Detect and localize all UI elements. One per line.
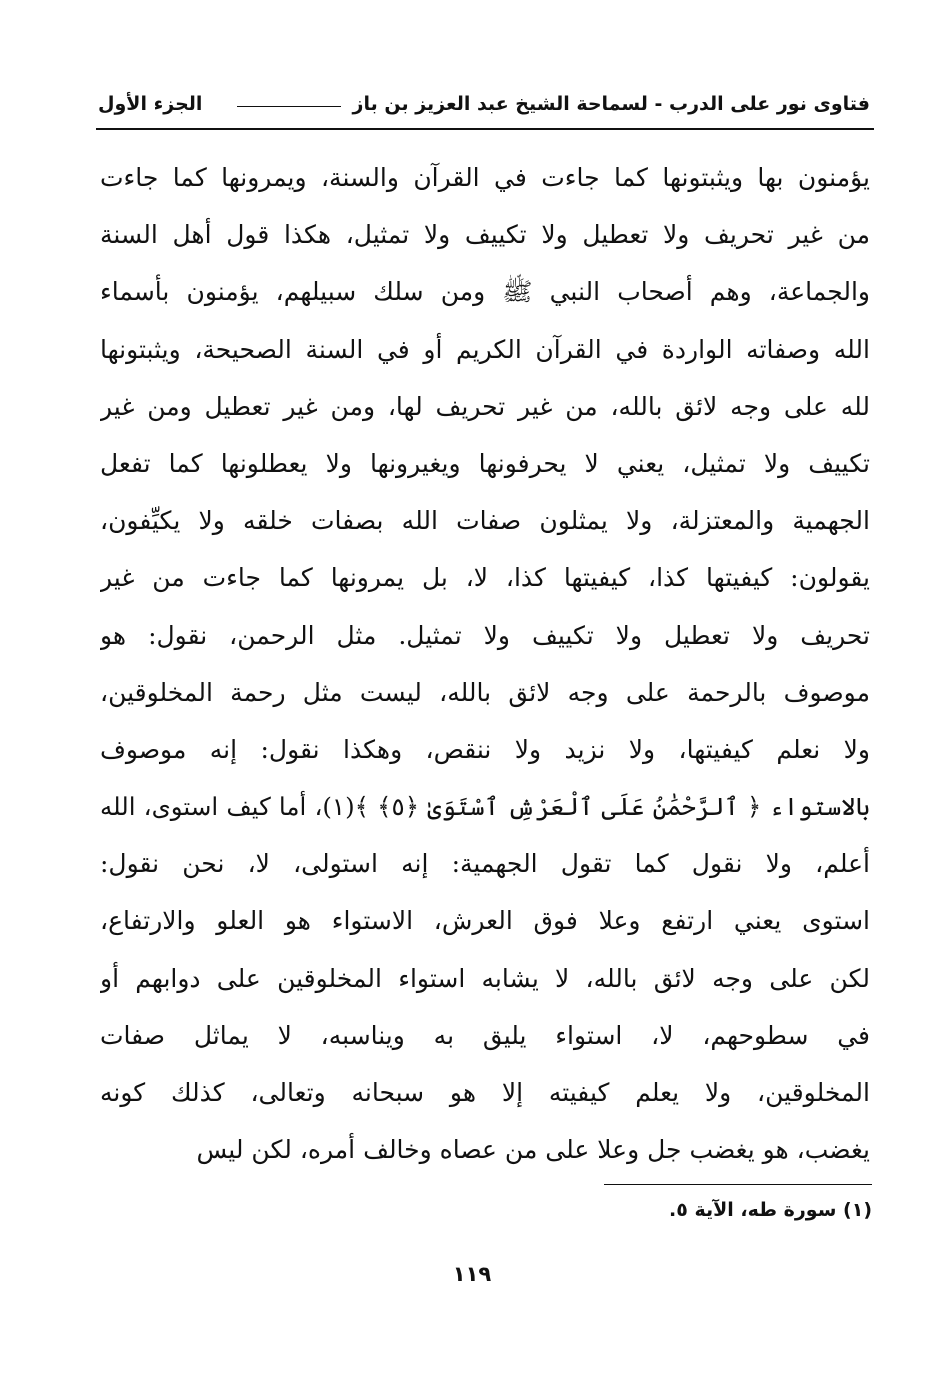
text-line: موصوف بالرحمة على وجه لائق بالله، ليست مثل رحمة المخلوقين، — [100, 677, 870, 707]
running-header-title: فتاوى نور على الدرب - لسماحة الشيخ عبد العزيز بن باز — [352, 93, 870, 115]
text-line: في سطوحهم، لا، استواء يليق به ويناسبه، لا يماثل صفات — [100, 1020, 870, 1050]
text-line: لكن على وجه لائق بالله، لا يشابه استواء المخلوقين على دوابهم أو — [100, 963, 870, 993]
body-text — [100, 149, 870, 1178]
footnote: (١) سورة طه، الآية ٥. — [669, 1199, 872, 1221]
running-header-part: الجزء الأول — [98, 93, 203, 115]
text-line: يؤمنون بها ويثبتونها كما جاءت في القرآن والسنة، ويمرونها كما جاءت — [100, 163, 870, 192]
text-line: بالاستواء ﴿ ٱلرَّحْمَٰنُ عَلَى ٱلْعَرْشِ ٱسْتَوَىٰ ﴿٥﴾ ﴾(١)، أما كيف استوى، الله — [100, 792, 870, 822]
running-header — [98, 86, 870, 122]
footnote-divider — [604, 1184, 872, 1185]
text-line: أعلم، ولا نقول كما تقول الجهمية: إنه استولى، لا، نحن نقول: — [100, 849, 870, 879]
text-line: الله وصفاته الواردة في القرآن الكريم أو في السنة الصحيحة، ويثبتونها — [100, 334, 870, 364]
text-line: لله على وجه لائق بالله، من غير تحريف لها، ومن غير تعطيل ومن غير — [100, 391, 870, 421]
text-line: من غير تحريف ولا تعطيل ولا تكييف ولا تمثيل، هكذا قول أهل السنة — [100, 220, 870, 250]
text-line: استوى يعني ارتفع وعلا فوق العرش، الاستواء هو العلو والارتفاع، — [100, 906, 870, 936]
text-line: يقولون: كيفيتها كذا، كيفيتها كذا، لا، بل يمرونها كما جاءت من غير — [100, 563, 870, 593]
text-line: ولا نعلم كيفيتها، ولا نزيد ولا ننقص، وهكذا نقول: إنه موصوف — [100, 734, 870, 764]
text-line: المخلوقين، ولا يعلم كيفيته إلا هو سبحانه وتعالى، كذلك كونه — [100, 1078, 870, 1107]
header-divider — [96, 128, 874, 130]
text-line: الجهمية والمعتزلة، ولا يمثلون صفات الله بصفات خلقه ولا يكيِّفون، — [100, 506, 870, 536]
text-line: تكييف ولا تمثيل، يعني لا يحرفونها ويغيرونها ولا يعطلونها كما تفعل — [100, 448, 870, 478]
text-line: والجماعة، وهم أصحاب النبي ﷺ ومن سلك سبيلهم، يؤمنون بأسماء — [100, 277, 870, 307]
running-header-dash-rule — [237, 106, 341, 107]
running-header-title-group — [231, 93, 870, 115]
text-line: تحريف ولا تعطيل ولا تكييف ولا تمثيل. مثل الرحمن، نقول: هو — [100, 620, 870, 650]
page-number: ١١٩ — [452, 1262, 492, 1286]
text-line: يغضب، هو يغضب جل وعلا على من عصاه وخالف أمره، لكن ليس — [196, 1135, 870, 1165]
